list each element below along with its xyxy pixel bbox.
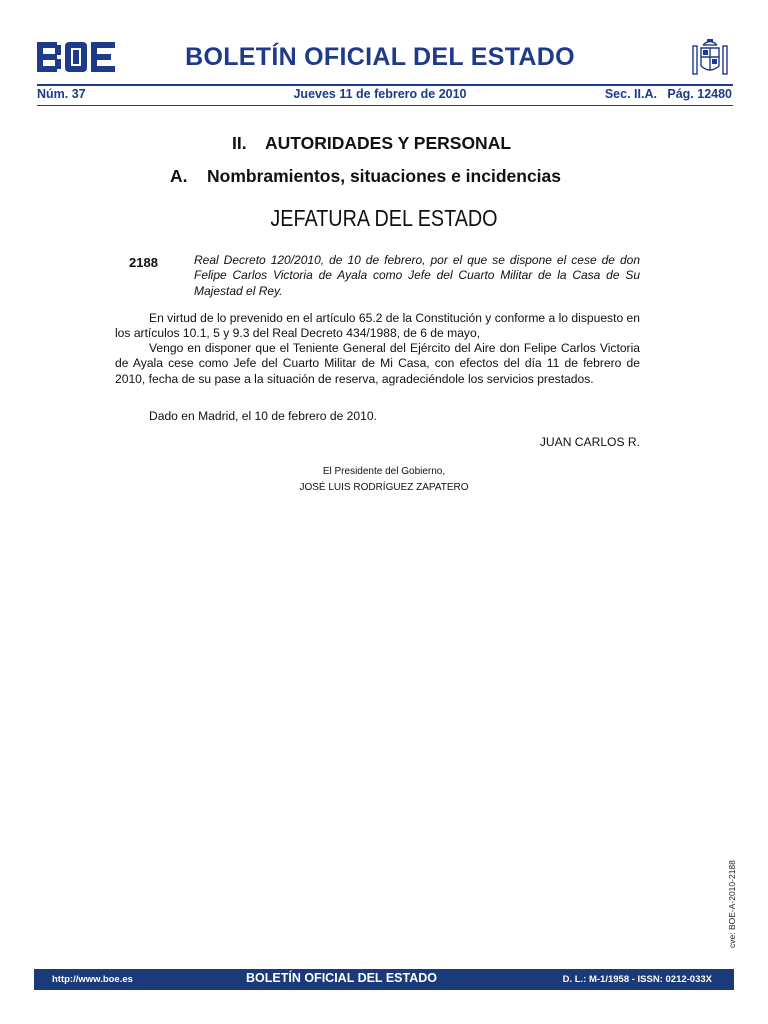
paragraph-text: En virtud de lo prevenido en el artículo 65.2 de la Constitución y conforme a lo dispuesto en los artículos 10.1, 5 y 9.3 del Real Decreto 434/1988, de 6 de mayo, [115, 311, 640, 341]
footer-title: BOLETÍN OFICIAL DEL ESTADO [246, 971, 437, 985]
footer-url-link[interactable]: http://www.boe.es [52, 974, 133, 985]
subsection-title: Nombramientos, situaciones e incidencias [207, 166, 561, 186]
masthead-title: BOLETÍN OFICIAL DEL ESTADO [185, 43, 575, 71]
document-number: 2188 [129, 255, 158, 270]
organization-heading: JEFATURA DEL ESTADO [270, 205, 498, 231]
paragraph [115, 341, 640, 387]
paragraph [115, 311, 640, 342]
issue-number: Núm. 37 [37, 87, 86, 101]
paragraph [115, 409, 640, 424]
issue-date: Jueves 11 de febrero de 2010 [293, 87, 467, 101]
section-number: II. [232, 133, 247, 153]
section-heading [232, 133, 511, 154]
countersign-name: JOSÉ LUIS RODRÍGUEZ ZAPATERO [299, 482, 469, 493]
countersign-title: El Presidente del Gobierno, [322, 466, 446, 477]
section-title: AUTORIDADES Y PERSONAL [265, 133, 512, 153]
king-signature: JUAN CARLOS R. [539, 435, 640, 449]
spanish-coat-of-arms-icon [690, 36, 730, 80]
footer-legal: D. L.: M-1/1958 - ISSN: 0212-033X [562, 974, 712, 985]
subsection-heading [170, 166, 561, 187]
paragraph-text: Dado en Madrid, el 10 de febrero de 2010. [149, 409, 377, 423]
header-rule [37, 105, 733, 106]
masthead-rule [37, 84, 733, 86]
cve-code: cve: BOE-A-2010-2188 [727, 860, 737, 948]
subsection-letter: A. [170, 166, 188, 186]
paragraph-text: Vengo en disponer que el Teniente General del Ejército del Aire don Felipe Carlos Victoria de Ayala cese como Jefe del Cuarto Militar de Mi Casa, con efectos del día 11 de febrero de 2010, fecha de su pase a la situación de reserva, agradeciéndole los servicios prestados. [115, 341, 640, 386]
document-summary: Real Decreto 120/2010, de 10 de febrero, por el que se dispone el cese de don Felipe Carlos Victoria de Ayala como Jefe del Cuarto Militar de la Casa de Su Majestad el Rey. [194, 253, 640, 298]
section-page: Sec. II.A. Pág. 12480 [604, 87, 732, 101]
boe-logo [37, 42, 115, 72]
footer-bar [34, 969, 734, 990]
